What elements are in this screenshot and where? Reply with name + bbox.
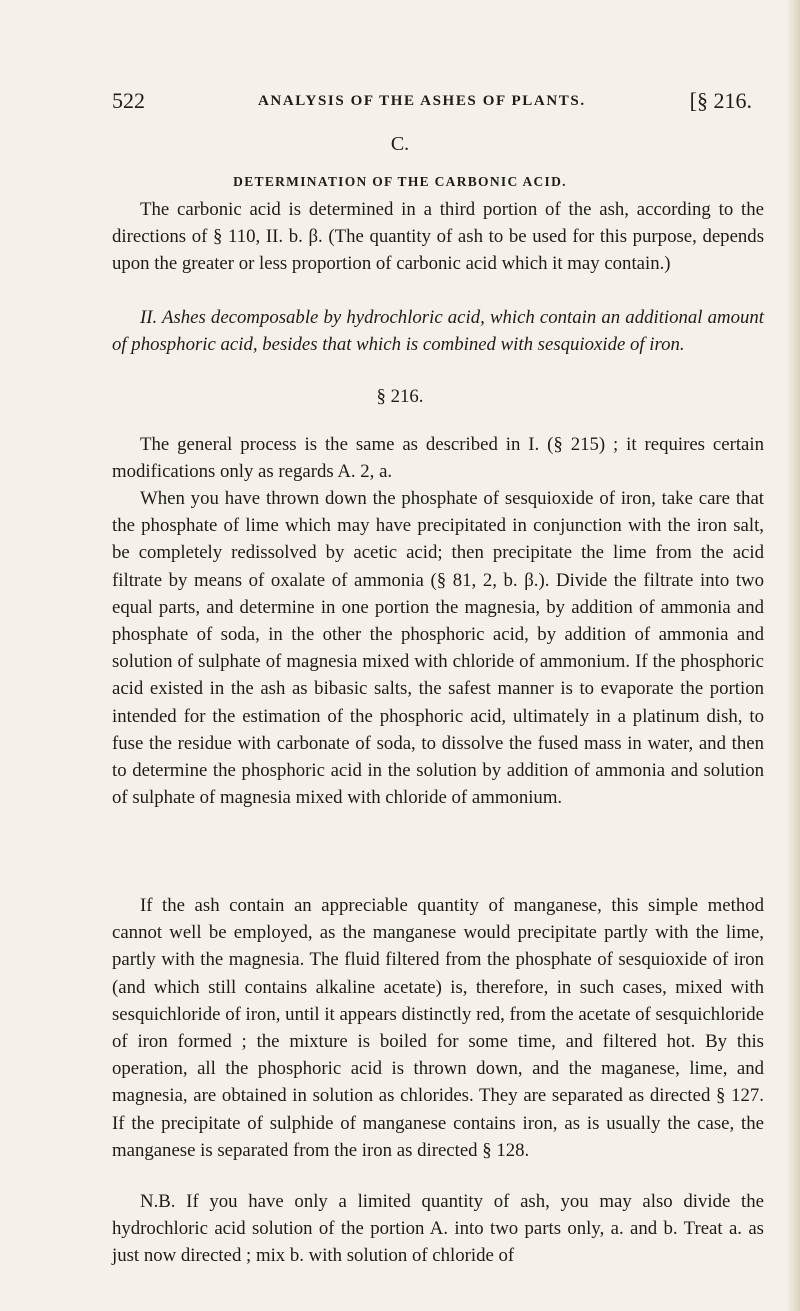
paragraph-phosphate-procedure: When you have thrown down the phosphate of sesquioxide of iron, take care that the phosphate of lime which may have precipitated in conjunction with the iron salt, be completely redissolved by acetic acid; then precipitate the lime from the acid filtrate by means of oxalate of ammonia (§ 81, 2, b. β.). Divide the filtrate into two equal parts, and determine in one portion the magnesia, by addition of ammonia and phosphate of soda, in the other the phosphoric acid, by addition of ammonia and solution of sulphate of magnesia mixed with chloride of ammonium. If the phosphoric acid existed in the ash as bibasic salts, the safest manner is to evaporate the portion intended for the estimation of the phosphoric acid, ultimately in a platinum dish, to fuse the residue with carbonate of soda, to dissolve the fused mass in water, and then to determine the phosphoric acid in the solution by addition of ammonia and solution of sulphate of magnesia mixed with chloride of ammonium. bbox=[112, 488, 764, 809]
paragraph-manganese: If the ash contain an appreciable quantity of manganese, this simple method cannot well be employed, as the manganese would precipitate partly with the lime, partly with the magnesia. The fluid filtered from the phosphate of sesquioxide of iron (and which still contains alkaline acetate) is, therefore, in such cases, mixed with sesquichloride of iron, until it appears distinctly red, from the acetate of sesquichloride of iron formed ; the mixture is boiled for some time, and filtered hot. By this operation, all the phosphoric acid is thrown down, and the maganese, lime, and magnesia, are obtained in solution as chlorides. They are separated as directed § 127. If the precipitate of sulphide of manganese contains iron, as is usually the case, the manganese is separated from the iron as directed § 128. bbox=[112, 895, 764, 1161]
section-number: § 216. bbox=[376, 386, 424, 407]
running-title: ANALYSIS OF THE ASHES OF PLANTS. bbox=[258, 93, 586, 109]
paragraph-nota-bene: N.B. If you have only a limited quantity of ash, you may also divide the hydrochloric acid solution of the portion A. into two parts only, a. and b. Treat a. as just now directed ; mix b. with solution of chloride of bbox=[112, 1191, 764, 1267]
running-header bbox=[112, 88, 752, 116]
paragraph-general-process: The general process is the same as described in I. (§ 215) ; it requires certain modifications only as regards A. 2, a. bbox=[112, 434, 764, 483]
paragraph-carbonic-acid: The carbonic acid is determined in a third portion of the ash, according to the directions of § 110, II. b. β. (The quantity of ash to be used for this purpose, depends upon the greater or less proportion of carbonic acid which it may contain.) bbox=[112, 199, 764, 275]
section-title: DETERMINATION OF THE CARBONIC ACID. bbox=[233, 174, 567, 189]
section-letter: C. bbox=[390, 133, 410, 155]
page-number: 522 bbox=[112, 88, 145, 113]
paragraph-subsection-ii: II. Ashes decomposable by hydrochloric acid, which contain an additional amount of phosphoric acid, besides that which is combined with sesquioxide of iron. bbox=[112, 307, 764, 356]
page-edge bbox=[786, 0, 800, 1311]
section-reference: [§ 216. bbox=[689, 88, 752, 113]
